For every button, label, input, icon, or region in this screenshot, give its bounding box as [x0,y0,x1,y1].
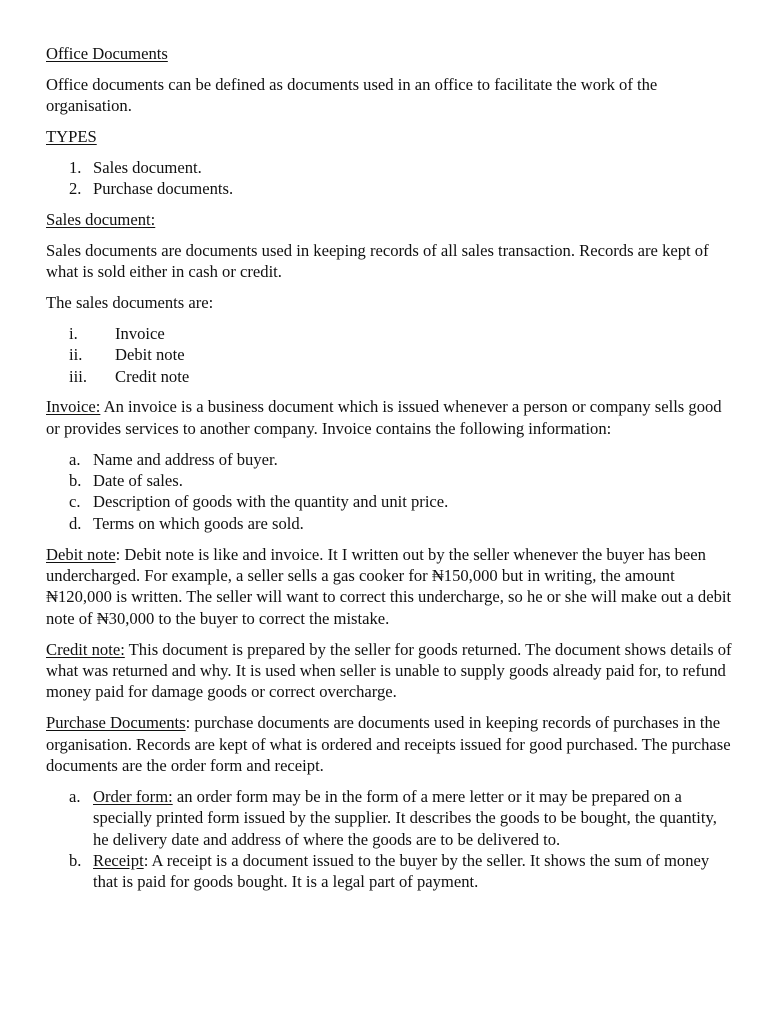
invoice-paragraph: Invoice: An invoice is a business document which is issued whenever a person or company sells good or provides services to another company. Invoice contains the following information: [46,397,722,438]
sales-heading: Sales document: [46,210,156,229]
list-item: c. Description of goods with the quantity and unit price. [69,492,449,512]
sales-paragraph: Sales documents are documents used in keeping records of all sales transaction. Records are kept of what is sold either in cash or credit. [46,240,709,282]
document-page [46,43,736,902]
list-item: d. Terms on which goods are sold. [69,513,304,533]
invoice-list [46,449,736,535]
list-item: 1. Sales document. [69,157,202,177]
list-item: iii. Credit note [69,366,190,386]
list-item: a. Name and address of buyer. [69,449,278,469]
purchase-documents-list [46,786,736,893]
intro-paragraph: Office documents can be defined as documents used in an office to facilitate the work of the organisation. [46,74,658,116]
list-item: i. Invoice [69,323,165,343]
list-item: b. Receipt: A receipt is a document issued to the buyer by the seller. It shows the sum of money that is paid for goods bought. It is a legal part of payment. [69,851,710,892]
list-item: 2. Purchase documents. [69,179,234,199]
types-heading: TYPES [46,127,97,146]
purchase-documents-paragraph: Purchase Documents: purchase documents are documents used in keeping records of purchases in the organisation. Records are kept of what is ordered and receipts issued for good purchased. The purchase documents are the order form and receipt. [46,713,731,776]
list-item: b. Date of sales. [69,471,183,491]
sales-list-intro: The sales documents are: [46,293,214,312]
credit-note-paragraph: Credit note: This document is prepared by the seller for goods returned. The document shows details of what was returned and why. It is used when seller is unable to supply goods already paid for, to refund money paid for damage goods or correct overcharge. [46,639,732,702]
list-item: a. Order form: an order form may be in the form of a mere letter or it may be prepared on a specially printed form issued by the supplier. It describes the goods to be bought, the quantity, he delivery date and address of where the goods are to be delivered to. [69,786,717,849]
list-item: ii. Debit note [69,345,185,365]
debit-note-paragraph: Debit note: Debit note is like and invoice. It I written out by the seller whenever the buyer has been undercharged. For example, a seller sells a gas cooker for ₦150,000 but in writing, the amount ₦120,000 is written. The seller will want to correct this undercharge, so he or she will make out a debit note of ₦30,000 to the buyer to correct the mistake. [46,544,732,628]
sales-documents-list [46,323,736,387]
page-title: Office Documents [46,44,168,63]
types-list [46,157,736,200]
